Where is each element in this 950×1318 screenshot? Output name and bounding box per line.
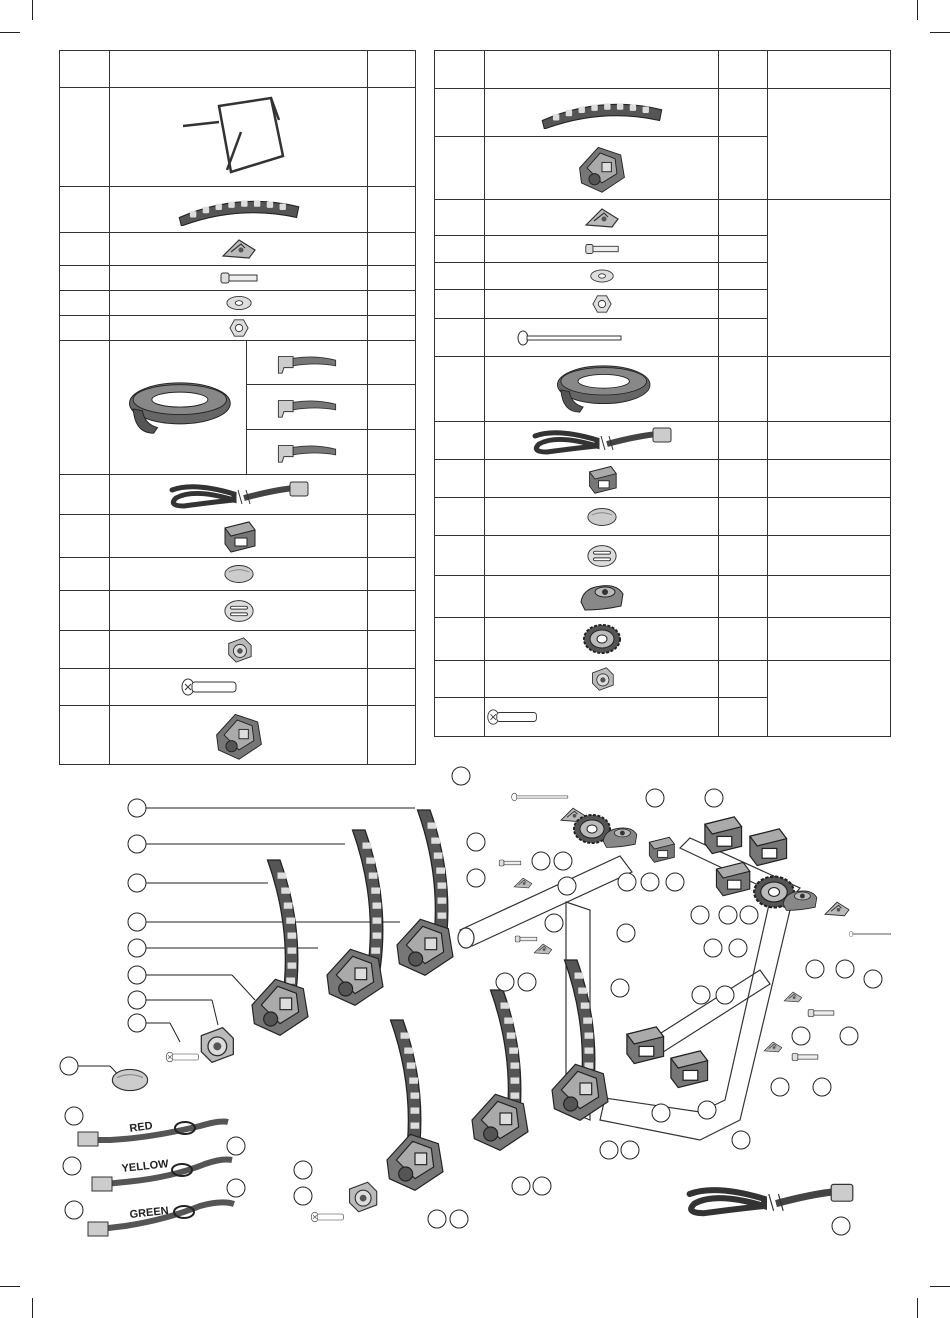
number-cell (60, 266, 110, 291)
note-cell (768, 200, 891, 357)
qty-cell (719, 89, 768, 137)
note-cell (768, 618, 891, 661)
lever-knob-icon (485, 576, 719, 618)
bracket-icon (485, 200, 719, 236)
number-cell (60, 515, 110, 558)
qty-cell (719, 460, 768, 498)
qty-cell (719, 200, 768, 236)
wheel-holder-icon (485, 137, 719, 200)
qty-cell (719, 263, 768, 290)
buckle-strap-icon (485, 422, 719, 460)
bolt-icon (485, 236, 719, 263)
washer-icon (110, 291, 368, 316)
header-cell (60, 51, 110, 88)
rubber-pad-icon (110, 558, 368, 591)
bracket-icon (110, 233, 368, 266)
qty-cell (368, 385, 416, 430)
note-cell (768, 357, 891, 422)
ratchet-strap-icon (110, 187, 368, 233)
crop-mark (0, 1286, 20, 1287)
qty-cell (719, 236, 768, 263)
qty-cell (368, 430, 416, 475)
number-cell (435, 290, 485, 319)
strap-end-icon (247, 341, 368, 385)
header-cell (768, 51, 891, 89)
knob-cap-icon (110, 631, 368, 669)
number-cell (435, 263, 485, 290)
qty-cell (719, 536, 768, 576)
qty-cell (368, 316, 416, 341)
long-pin-icon (485, 319, 719, 357)
qty-cell (368, 669, 416, 706)
wheel-holder-icon (110, 706, 368, 765)
number-cell (60, 558, 110, 591)
wheel-holder-group-lower (387, 960, 608, 1190)
number-cell (60, 591, 110, 631)
note-cell (768, 422, 891, 460)
number-cell (435, 200, 485, 236)
strap-end-icon (247, 385, 368, 430)
number-cell (435, 137, 485, 200)
qty-cell (368, 291, 416, 316)
parts-table-right (434, 50, 891, 737)
number-cell (435, 698, 485, 737)
parts-table-left (59, 50, 416, 765)
number-cell (60, 631, 110, 669)
frame-icon (110, 88, 368, 187)
coiled-strap-icon (485, 357, 719, 422)
qty-cell (368, 88, 416, 187)
note-cell (768, 460, 891, 498)
crop-mark (930, 32, 950, 33)
header-cell (485, 51, 719, 89)
number-cell (60, 475, 110, 515)
number-cell (60, 187, 110, 233)
number-cell (435, 618, 485, 661)
strap-label-green: GREEN (129, 1204, 170, 1221)
screw-icon (485, 698, 719, 737)
header-cell (435, 51, 485, 89)
qty-cell (368, 266, 416, 291)
qty-cell (368, 233, 416, 266)
number-cell (435, 236, 485, 263)
crop-mark (930, 1286, 950, 1287)
number-cell (60, 341, 110, 475)
header-cell (110, 51, 368, 88)
number-cell (60, 669, 110, 706)
ratchet-strap-icon (485, 89, 719, 137)
qty-cell (719, 576, 768, 618)
number-cell (435, 498, 485, 536)
qty-cell (368, 558, 416, 591)
number-cell (435, 661, 485, 698)
strap-label-red: RED (128, 1119, 154, 1135)
exploded-assembly-diagram (0, 760, 950, 1260)
nut-icon (110, 316, 368, 341)
qty-cell (719, 661, 768, 698)
qty-cell (368, 187, 416, 233)
color-coded-straps (78, 1120, 234, 1236)
qty-cell (719, 290, 768, 319)
crop-mark (32, 1298, 33, 1318)
toothed-wheel-icon (485, 618, 719, 661)
buckle-strap-icon (110, 475, 368, 515)
number-cell (60, 316, 110, 341)
nut-icon (485, 290, 719, 319)
qty-cell (368, 475, 416, 515)
number-cell (60, 233, 110, 266)
clamp-block-icon (485, 460, 719, 498)
qty-cell (719, 319, 768, 357)
slotted-pad-icon (110, 591, 368, 631)
qty-cell (719, 498, 768, 536)
qty-cell (719, 618, 768, 661)
knob-cap-icon (485, 661, 719, 698)
crop-mark (917, 1298, 918, 1318)
rubber-pad-icon (485, 498, 719, 536)
note-cell (768, 536, 891, 576)
screw-icon (110, 669, 368, 706)
number-cell (435, 357, 485, 422)
clamp-block-icon (110, 515, 368, 558)
bolt-icon (110, 266, 368, 291)
strap-label-yellow: YELLOW (121, 1158, 170, 1175)
number-cell (60, 291, 110, 316)
coiled-strap-icon (110, 341, 247, 475)
number-cell (60, 88, 110, 187)
crop-mark (917, 0, 918, 20)
qty-cell (719, 698, 768, 737)
number-cell (435, 89, 485, 137)
note-cell (768, 89, 891, 200)
qty-cell (368, 631, 416, 669)
note-cell (768, 498, 891, 536)
washer-icon (485, 263, 719, 290)
number-cell (435, 460, 485, 498)
crop-mark (0, 32, 20, 33)
header-cell (368, 51, 416, 88)
number-cell (60, 706, 110, 765)
qty-cell (368, 341, 416, 385)
crop-mark (32, 0, 33, 20)
qty-cell (719, 357, 768, 422)
qty-cell (719, 137, 768, 200)
number-cell (435, 422, 485, 460)
note-cell (768, 576, 891, 618)
strap-end-icon (247, 430, 368, 475)
note-cell (768, 661, 891, 737)
header-cell (719, 51, 768, 89)
qty-cell (368, 706, 416, 765)
number-cell (435, 319, 485, 357)
number-cell (435, 576, 485, 618)
qty-cell (368, 515, 416, 558)
qty-cell (719, 422, 768, 460)
buckle-strap-icon (690, 1184, 853, 1213)
slotted-pad-icon (485, 536, 719, 576)
number-cell (435, 536, 485, 576)
qty-cell (368, 591, 416, 631)
